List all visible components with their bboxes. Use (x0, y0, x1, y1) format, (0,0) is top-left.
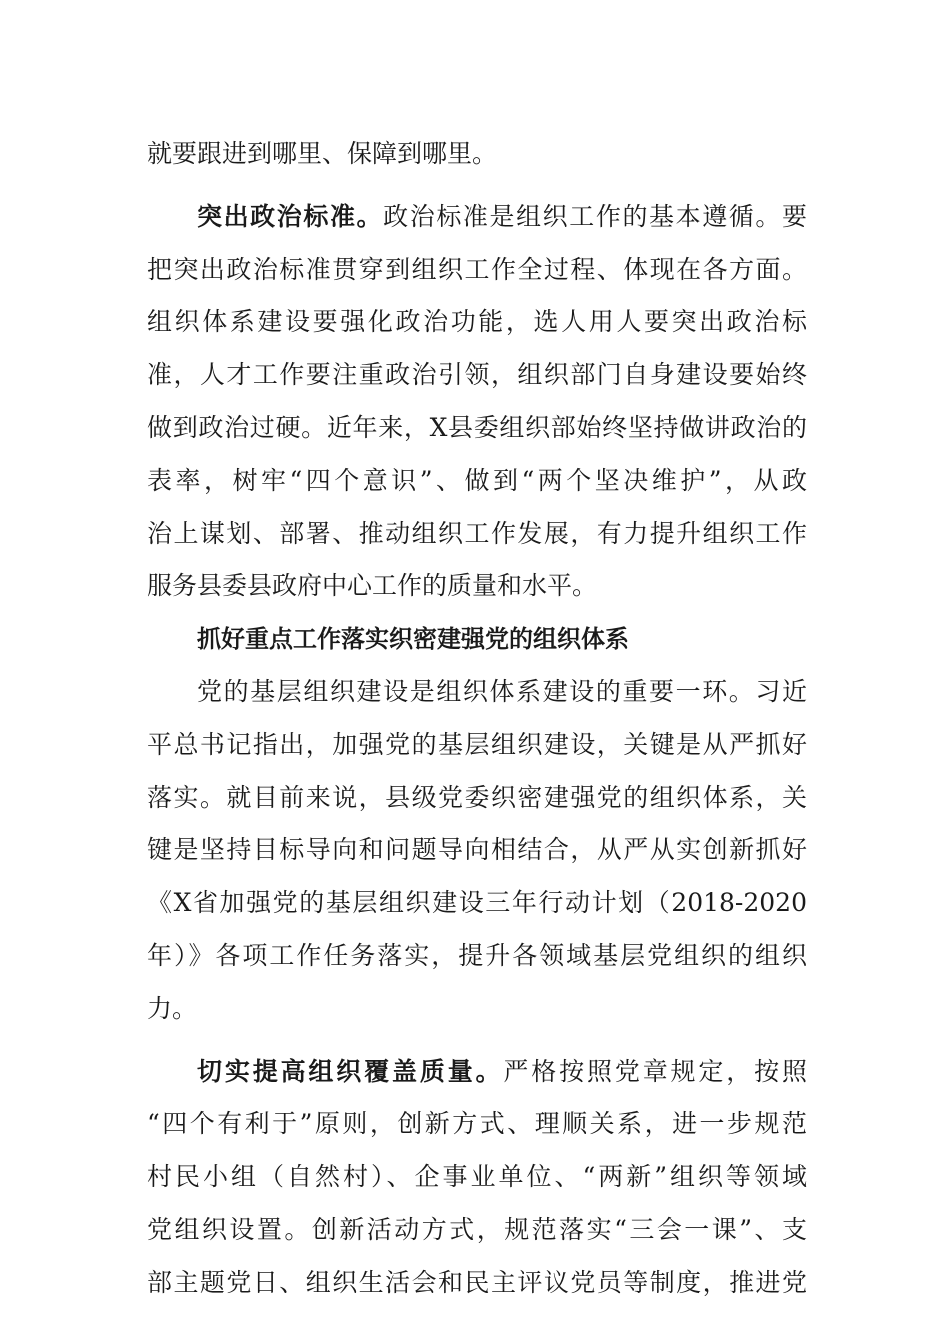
paragraph-lead-phrase: 突出政治标准。 (197, 201, 384, 231)
paragraph-line: 落实。就目前来说，县级党委织密建强党的组织体系，关 (147, 782, 807, 812)
paragraph-line: 力。 (147, 993, 198, 1023)
paragraph-text: 政治标准是组织工作的基本遵循。要 (383, 201, 807, 231)
paragraph-line: 键是坚持目标导向和问题导向相结合，从严从实创新抓好 (147, 835, 807, 865)
paragraph-line: 把突出政治标准贯穿到组织工作全过程、体现在各方面。 (147, 254, 807, 284)
paragraph-line: 部主题党日、组织生活会和民主评议党员等制度，推进党 (147, 1267, 807, 1297)
paragraph-line: 准，人才工作要注重政治引领，组织部门自身建设要始终 (147, 360, 807, 390)
paragraph-gap (147, 1036, 807, 1046)
document-body (147, 128, 807, 1310)
paragraph-lead-phrase: 切实提高组织覆盖质量。 (197, 1056, 504, 1086)
paragraph-line: 《X省加强党的基层组织建设三年行动计划（2018-2020 (147, 888, 807, 918)
paragraph-line: 服务县委县政府中心工作的质量和水平。 (147, 571, 598, 601)
paragraph-line: 年）》各项工作任务落实，提升各领域基层党组织的组织 (147, 940, 807, 970)
paragraph-line: 平总书记指出，加强党的基层组织建设，关键是从严抓好 (147, 729, 807, 759)
paragraph-line: 党组织设置。创新活动方式，规范落实“三会一课”、支 (147, 1214, 807, 1244)
paragraph-line: 做到政治过硬。近年来，X县委组织部始终坚持做讲政治的 (147, 412, 807, 442)
paragraph-line: 治上谋划、部署、推动组织工作发展，有力提升组织工作 (147, 518, 807, 548)
paragraph-line: “四个有利于”原则，创新方式、理顺关系，进一步规范 (147, 1109, 807, 1139)
paragraph-line (147, 191, 807, 244)
paragraph-line: 党的基层组织建设是组织体系建设的重要一环。习近 (197, 676, 807, 706)
paragraph-line: 村民小组（自然村）、企事业单位、“两新”组织等领域 (147, 1162, 807, 1192)
paragraph-line (147, 1046, 807, 1099)
paragraph-gap (147, 181, 807, 191)
section-heading: 抓好重点工作落实织密建强党的组织体系 (197, 625, 629, 654)
paragraph-text: 严格按照党章规定，按照 (503, 1056, 807, 1086)
paragraph-line: 表率，树牢“四个意识”、做到“两个坚决维护”，从政 (147, 465, 807, 495)
paragraph-line: 就要跟进到哪里、保障到哪里。 (147, 139, 498, 168)
paragraph-line: 组织体系建设要强化政治功能，选人用人要突出政治标 (147, 307, 807, 337)
